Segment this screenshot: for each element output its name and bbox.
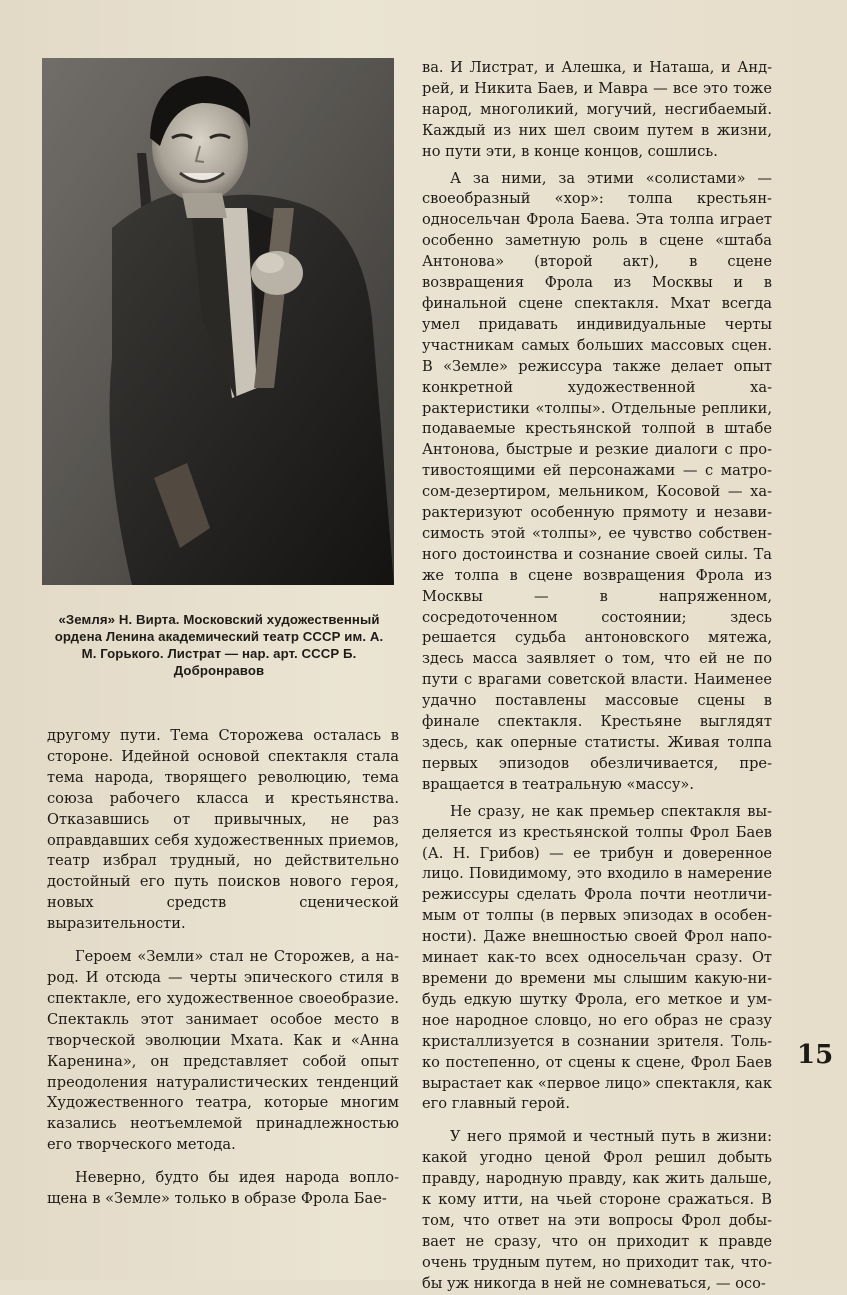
portrait-photo bbox=[42, 58, 394, 585]
paragraph: У него прямой и честный путь в жизни: какой угодно ценой Фрол решил добыть правду, народную правду, как жить дальше, к кому итти, на чьей стороне сражаться. В том, что ответ на эти вопросы Фрол добывает не сразу, что он приходит к правде очень трудным путем, но приходит так, чтобы уж никогда в ней не сомневаться, — осо- bbox=[422, 1128, 772, 1292]
paragraph: Не сразу, не как премьер спектакля выделяется из крестьянской толпы Фрол Баев (А. Н. Грибов) — ее трибун и доверенное лицо. Повидимому, это входило в намерение режиссуры сделать Фрола почти неотличимым от толпы (в первых эпизодах в особенности). Даже внешностью своей Фрол напоминает как-то всех односельчан сразу. От времени до времени мы слышим какую-нибудь едкую шутку Фрола, его меткое и умное народное словцо, но его образ не сразу кристаллизуется в сознании зрителя. Только постепенно, от сцены к сцене, Фрол Баев вырастает как «первое лицо» спектакля, как его главный герой. bbox=[422, 802, 772, 1113]
paragraph: другому пути. Тема Сторожева осталась в стороне. Идейной основой спектакля стала тема народа, творящего революцию, тема союза рабочего класса и крестьянства. Отказавшись от привычных, не раз оправдавших себя художественных приемов, театр избрал трудный, но действительно достойный его путь поисков нового героя, новых средств сценической выразительности. bbox=[47, 727, 399, 933]
left-column bbox=[47, 58, 399, 679]
right-column bbox=[422, 58, 772, 1295]
paragraph: Неверно, будто бы идея народа воплощена в «Земле» только в образе Фрола Бае- bbox=[47, 1169, 399, 1208]
photo-portrait-icon bbox=[42, 58, 394, 585]
paragraph: ва. И Листрат, и Алешка, и Наташа, и Андрей, и Никита Баев, и Мавра — все это тоже народ, многоликий, могучий, несгибаемый. Каждый из них шел своим путем в жизни, но пути эти, в конце концов, сошлись. bbox=[422, 59, 772, 160]
photo-caption: «Земля» Н. Вирта. Московский художественный ордена Ленина академический театр СССР им. А. М. Горького. Листрат — нар. арт. СССР Б. Добронравов bbox=[54, 612, 384, 678]
paragraph: А за ними, за этими «солистами» — своеобразный «хор»: толпа крестьян-односельчан Фрола Баева. Эта толпа играет особенно заметную роль в сцене «штаба Антонова» (второй акт), в сцене возвращения Фрола из Москвы и в финальной сцене спектакля. Мхат всегда умел придавать индивидуальные черты участникам самых больших массовых сцен. В «Земле» режиссура также делает опыт конкретной художественной характеристики «толпы». Отдельные реплики, подаваемые крестьянской толпой в штабе Антонова, быстрые и резкие диалоги с противостоящими ей персонажами — с матросом-дезертиром, мельником, Косовой — характеризуют особенную прямоту и независимость этой «толпы», ее чувство собственного достоинства и сознание своей силы. Та же толпа в сцене возвращения Фрола из Москвы — в напряженном, сосредоточенном состоянии; здесь решается судьба антоновского мятежа, здесь масса заявляет о том, что ей не по пути с врагами советской власти. Наименее удачно поставлены массовые сцены в финале спектакля. Крестьяне выглядят здесь, как оперные статисты. Живая толпа первых эпизодов обезличивается, превращается в театральную «массу». bbox=[422, 169, 772, 793]
paragraph: Героем «Земли» стал не Сторожев, а народ. И отсюда — черты эпического стиля в спектакле, его художественное своеобразие. Спектакль этот занимает особое место в творческой эволюции Мхата. Как и «Анна Каренина», он представляет собой опыт преодоления натуралистических тенденций Художественного театра, которые многим казались неотъемлемой принадлежностью его творческого метода. bbox=[47, 948, 399, 1154]
page-number: 15 bbox=[797, 1040, 834, 1070]
left-body-text bbox=[47, 726, 399, 1210]
